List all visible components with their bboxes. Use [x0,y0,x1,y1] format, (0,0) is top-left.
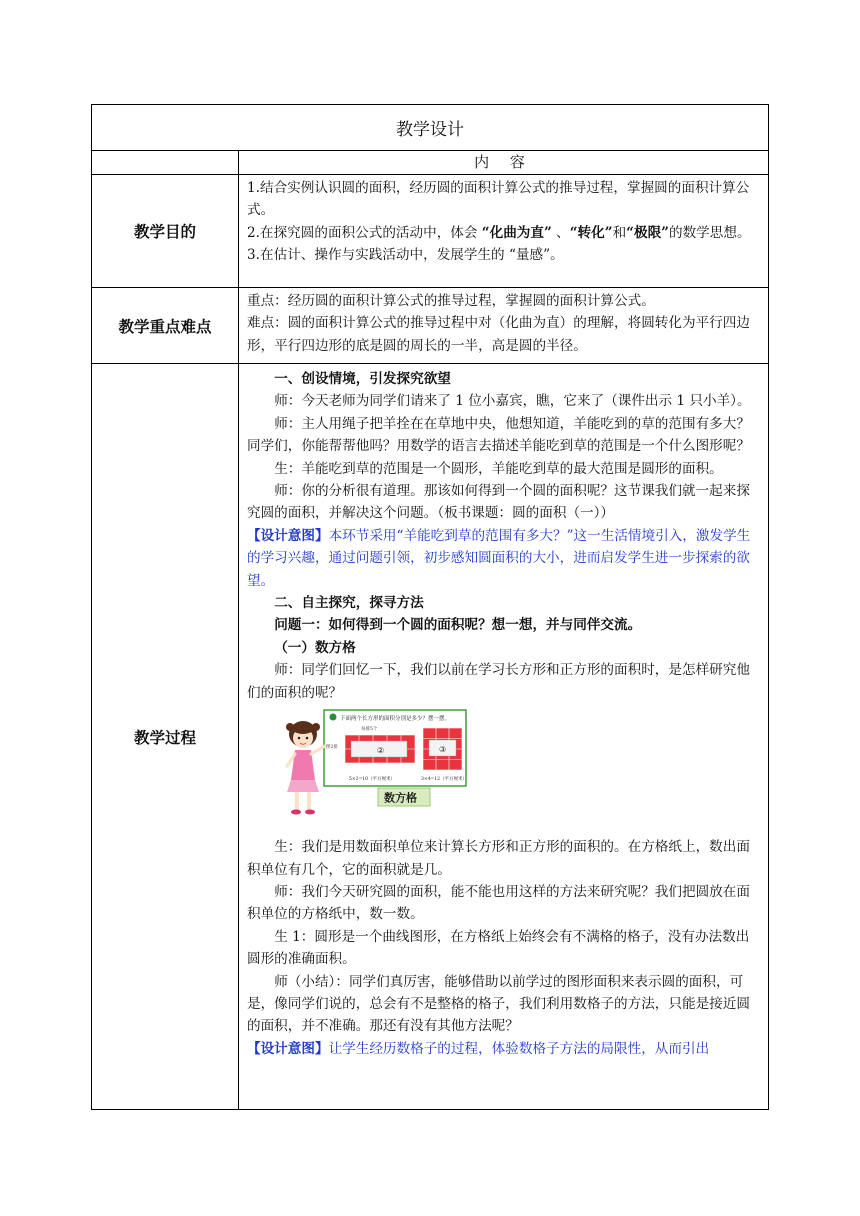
paragraph-3: 生：羊能吃到草的范围是一个圆形，羊能吃到草的最大范围是圆形的面积。 [274,460,723,477]
process-content [239,364,768,1109]
figure-banner: 数方格 [384,791,417,805]
figure-top-label: 每排5个 [361,727,378,733]
formula-2: 3×4=12（平方厘米） [421,777,467,783]
objective-1: 1.结合实例认识圆的面积，经历圆的面积计算公式的推导过程，掌握圆的面积计算公式。 [247,180,750,219]
objective-3: 3.在估计、操作与实践活动中，发展学生的 “量感”。 [247,247,564,264]
objective-2: 2.在探究圆的面积公式的活动中，体会 “化曲为直” 、“转化”和“极限”的数学思想。 [247,224,751,241]
lesson-table [91,104,769,1110]
design-intent-1: 【设计意图】本环节采用“羊能吃到草的范围有多大？”这一生活情境引入，激发学生的学习兴趣，通过问题引领，初步感知圆面积的大小，进而启发学生进一步探索的欲望。 [247,527,751,589]
header-row [92,150,768,174]
key-points-row [92,287,768,363]
paragraph-4: 师：你的分析很有道理。那该如何得到一个圆的面积呢？这节课我们就一起来探究圆的面积，并解决这个问题。（板书课题：圆的面积（一）） [247,483,750,522]
page-title: 教学设计 [396,120,464,140]
key-point: 重点：经历圆的面积计算公式的推导过程，掌握圆的面积计算公式。 [247,293,655,309]
section-2-heading: 二、自主探究，探寻方法 [274,595,424,612]
process-label: 教学过程 [92,364,239,1109]
key-points-content [239,288,768,363]
key-points-label: 教学重点难点 [92,288,239,363]
process-row [92,363,768,1109]
paragraph-2: 师：主人用绳子把羊拴在在草地中央，他想知道，羊能吃到的草的范围有多大？同学们，你能帮帮他吗？用数学的语言去描述羊能吃到草的范围是一个什么图形呢？ [247,415,750,455]
paragraph-1: 师：今天老师为同学们请来了 1 位小嘉宾，瞧，它来了（课件出示 1 只小羊）。 [274,393,751,410]
formula-1: 5×2=10（平方厘米） [349,777,395,783]
paragraph-7: 师：我们今天研究圆的面积，能不能也用这样的方法来研究呢？我们把圆放在面积单位的方格纸中，数一数。 [247,883,750,923]
figure-instruction: 下面两个长方形的面积分别是多少？摆一摆。 [340,716,451,723]
shape-label-1: ② [377,746,385,756]
objectives-row [92,174,768,287]
paragraph-6: 生：我们是用数面积单位来计算长方形和正方形的面积的。在方格纸上，数出面积单位有几个，它的面积就是几。 [247,839,750,878]
figure-side-label: 摆2排 [326,745,338,751]
objectives-label: 教学目的 [92,175,239,287]
design-intent-2: 【设计意图】让学生经历数格子的过程，体验数格子方法的局限性，从而引出 [247,1040,710,1057]
girl-illustration-icon [286,721,325,815]
paragraph-9: 师（小结）：同学们真厉害，能够借助以前学过的图形面积来表示圆的面积，可是，像同学们说的，总会有不是整格的格子，我们利用数格子的方法，只能是接近圆的面积，并不准确。那还有没有其他方法呢？ [247,973,750,1035]
paragraph-5: 师：同学们回忆一下，我们以前在学习长方形和正方形的面积时，是怎样研究他们的面积的呢？ [247,662,750,701]
paragraph-8: 生 1：圆形是一个曲线图形，在方格纸上始终会有不满格的格子，没有办法数出圆形的准确面积。 [247,928,750,968]
header-empty-cell [92,151,239,174]
shape-label-2: ③ [439,745,447,755]
title-row [92,105,768,150]
content-header: 内 容 [474,153,533,171]
figure-illustration [281,708,467,826]
difficult-point: 难点：圆的面积计算公式的推导过程中对（化曲为直）的理解，将圆转化为平行四边形，平行四边形的底是圆的周长的一半，高是圆的半径。 [247,315,750,354]
section-1-heading: 一、创设情境，引发探究欲望 [274,371,451,387]
objectives-content [239,175,768,287]
question-1: 问题一：如何得到一个圆的面积呢？想一想，并与同伴交流。 [274,617,642,634]
grid-counting-figure [247,704,762,836]
subsection-1: （一）数方格 [274,639,356,656]
